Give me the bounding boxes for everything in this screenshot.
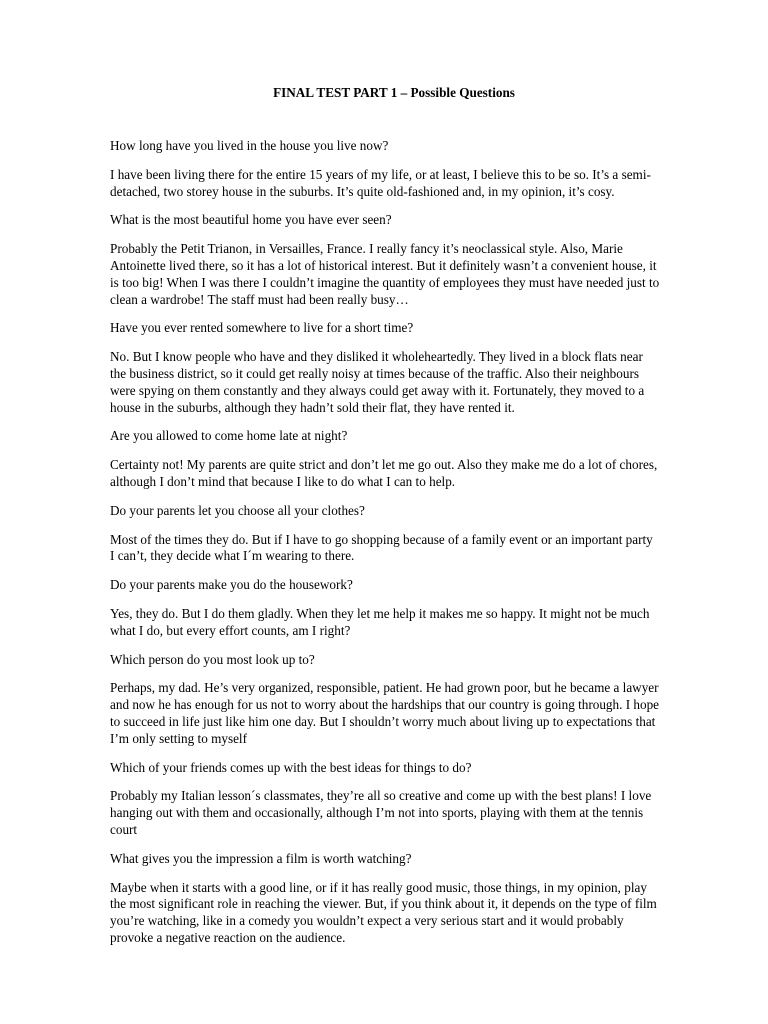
answer-1: I have been living there for the entire 15 years of my life, or at least, I believe this to be so. It’s a semi-detached, two storey house in the suburbs. It’s quite old-fashioned and, in my opinion, it’s cosy. bbox=[110, 166, 651, 199]
question-7: Which person do you most look up to? bbox=[110, 651, 315, 667]
question-1: How long have you lived in the house you live now? bbox=[110, 138, 389, 153]
answer-8: Probably my Italian lesson´s classmates, they’re all so creative and come up with the best plans! I love hanging out with them and occasionally, although I’m not into sports, playing with them at the tennis court bbox=[110, 788, 652, 837]
question-2: What is the most beautiful home you have ever seen? bbox=[110, 212, 392, 228]
answer-7: Perhaps, my dad. He’s very organized, responsible, patient. He had grown poor, but he became a lawyer and now he has enough for us not to worry about the hardships that our country is going through. I hope to succeed in life just like him one day. But I shouldn’t worry much about living up to expectations that I’m only setting to myself bbox=[110, 680, 660, 746]
question-8: Which of your friends comes up with the best ideas for things to do? bbox=[110, 759, 472, 775]
question-9: What gives you the impression a film is worth watching? bbox=[110, 850, 412, 866]
document-body bbox=[110, 138, 660, 959]
answer-6: Yes, they do. But I do them gladly. When they let me help it makes me so happy. It might not be much what I do, but every effort counts, am I right? bbox=[110, 605, 650, 638]
question-4: Are you allowed to come home late at night? bbox=[110, 428, 348, 444]
answer-3: No. But I know people who have and they disliked it wholeheartedly. They lived in a block flats near the business district, so it could get really noisy at times because of the traffic. Also their neighbours were spying on them constantly and they always could get away with it. Fortunately, they moved to a house in the suburbs, although they hadn’t sold their flat, they have rented it. bbox=[110, 349, 645, 415]
answer-5: Most of the times they do. But if I have to go shopping because of a family event or an important party I can’t, they decide what I´m wearing to there. bbox=[110, 531, 653, 564]
document-title: FINAL TEST PART 1 – Possible Questions bbox=[273, 85, 515, 100]
answer-2: Probably the Petit Trianon, in Versailles, France. I really fancy it’s neoclassical style. Also, Marie Antoinette lived there, so it has a lot of historical interest. But it definitely wasn’t a convenient house, it is too big! When I was there I couldn’t imagine the quantity of employees they must have needed just to clean a wardrobe! The staff must had been really busy… bbox=[110, 241, 660, 307]
question-5: Do your parents let you choose all your clothes? bbox=[110, 502, 365, 518]
answer-4: Certainty not! My parents are quite strict and don’t let me go out. Also they make me do a lot of chores, although I don’t mind that because I like to do what I can to help. bbox=[110, 457, 658, 489]
question-3: Have you ever rented somewhere to live for a short time? bbox=[110, 320, 414, 336]
answer-9: Maybe when it starts with a good line, or if it has really good music, those things, in my opinion, play the most significant role in reaching the viewer. But, if you think about it, it depends on the type of film you’re watching, like in a comedy you wouldn’t expect a very serious start and it would probably provoke a negative reaction on the audience. bbox=[110, 879, 657, 945]
question-6: Do your parents make you do the housework? bbox=[110, 577, 353, 593]
